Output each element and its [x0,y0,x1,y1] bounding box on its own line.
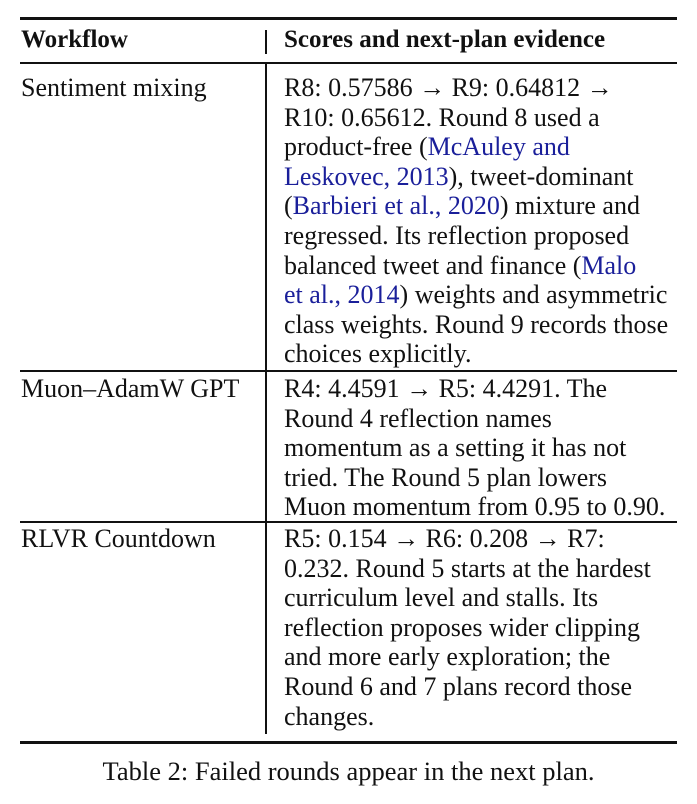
row-workflow-muon: Muon–AdamW GPT [21,374,240,403]
evidence-text: ), tweet-dominant [448,161,634,191]
evidence-line [284,73,684,103]
row-evidence-rlvr [284,524,684,731]
evidence-line [284,583,684,613]
evidence-text: curriculum level and stalls. Its [284,583,599,613]
evidence-line [284,162,684,192]
evidence-text: tried. The Round 5 plan lowers [284,462,608,492]
evidence-text: ) weights and asymmetric [399,280,668,310]
evidence-text: Muon momentum from 0.95 to 0.90. [284,492,666,522]
evidence-text: ) mixture and [499,191,640,221]
row-evidence-sentiment [284,73,684,369]
evidence-line [284,524,684,554]
evidence-line [284,339,684,369]
table-top-rule [20,17,677,20]
citation-link[interactable]: Barbieri et al., 2020 [292,191,500,221]
row-separator [20,370,677,372]
evidence-text: reflection proposes wider clipping [284,612,640,642]
citation-link[interactable]: Malo [581,250,637,280]
evidence-text: 0.232. Round 5 starts at the hardest [284,553,651,583]
evidence-text: product-free ( [284,132,428,162]
table-bottom-rule [20,741,677,744]
evidence-line [284,310,684,340]
citation-link[interactable]: et al., 2014 [284,280,400,310]
evidence-line [284,433,684,463]
evidence-text: R8: 0.57586 → R9: 0.64812 → [284,73,613,102]
evidence-text: and more early exploration; the [284,642,611,672]
evidence-line [284,191,684,221]
citation-link[interactable]: Leskovec, 2013 [284,161,449,191]
evidence-line [284,103,684,133]
evidence-line [284,374,684,404]
evidence-line [284,221,684,251]
header-column-divider [265,30,267,54]
row-evidence-muon [284,374,684,522]
evidence-text: ( [284,191,293,221]
row-workflow-rlvr: RLVR Countdown [21,524,216,553]
evidence-line [284,492,684,522]
evidence-line [284,642,684,672]
table-header-rule [20,62,677,64]
header-evidence: Scores and next-plan evidence [284,26,606,53]
evidence-line [284,463,684,493]
row-separator [20,521,677,523]
evidence-text: class weights. Round 9 records those [284,309,669,339]
evidence-line [284,613,684,643]
evidence-line [284,702,684,732]
header-workflow: Workflow [21,26,128,53]
evidence-line [284,554,684,584]
row-workflow-sentiment: Sentiment mixing [21,73,207,102]
citation-link[interactable]: McAuley and [427,132,570,162]
evidence-text: momentum as a setting it has not [284,433,627,463]
evidence-line [284,132,684,162]
evidence-text: R4: 4.4591 → R5: 4.4291. The [284,374,608,403]
evidence-text: changes. [284,701,375,731]
evidence-text: R10: 0.65612. Round 8 used a [284,102,600,132]
evidence-line [284,404,684,434]
evidence-text: balanced tweet and finance ( [284,250,582,280]
evidence-text: Round 4 reflection names [284,403,552,433]
evidence-line [284,251,684,281]
body-column-divider [265,64,267,734]
evidence-text: Round 6 and 7 plans record those [284,671,633,701]
evidence-line [284,280,684,310]
evidence-text: choices explicitly. [284,339,472,369]
evidence-text: regressed. Its reflection proposed [284,220,630,250]
table-caption: Table 2: Failed rounds appear in the next plan. [102,756,595,786]
evidence-line [284,672,684,702]
evidence-text: R5: 0.154 → R6: 0.208 → R7: [284,524,605,553]
